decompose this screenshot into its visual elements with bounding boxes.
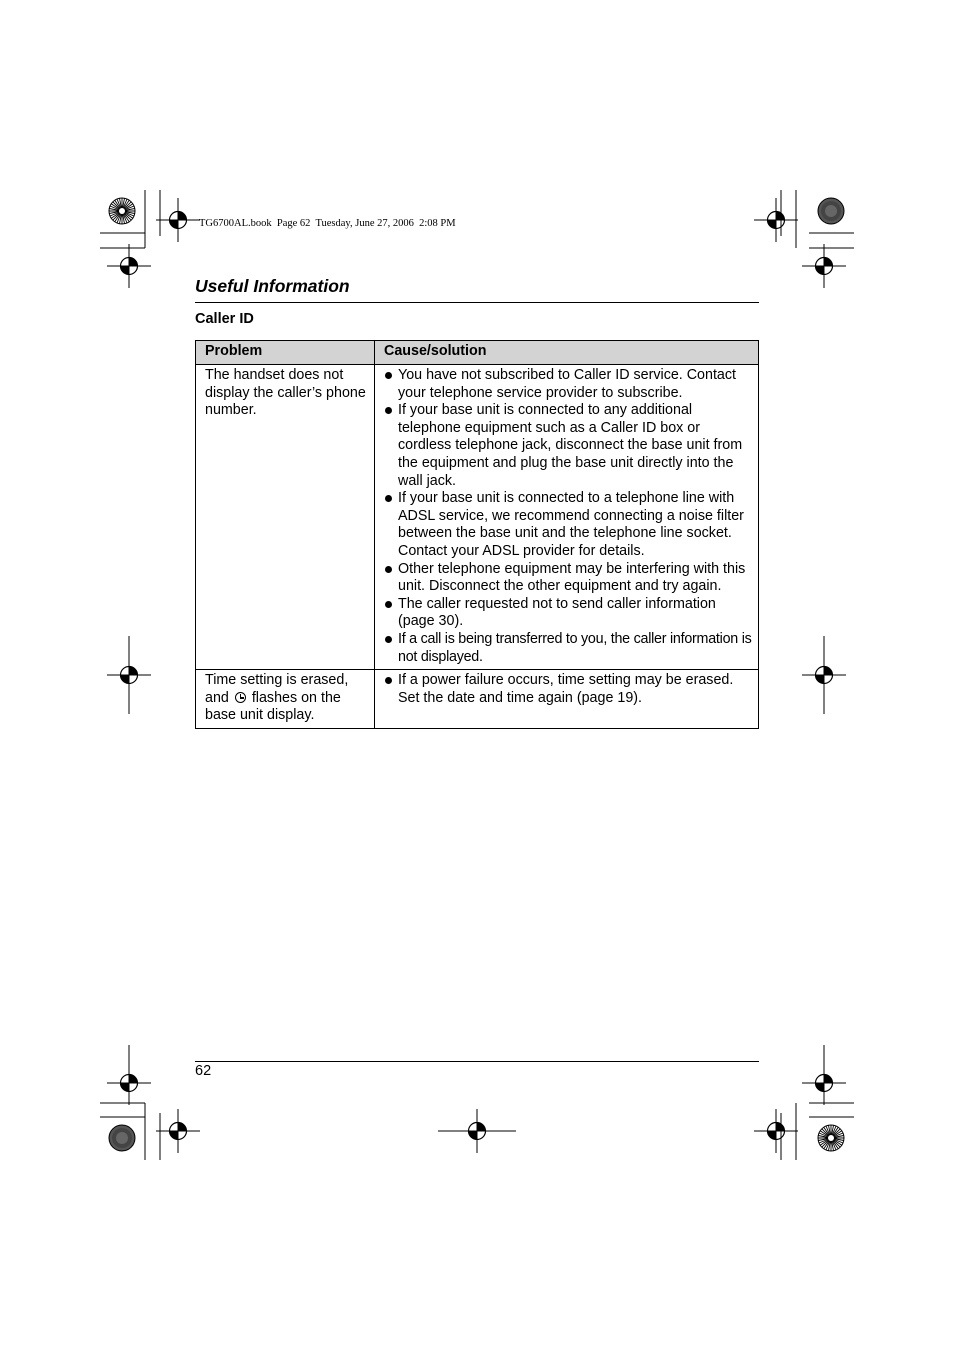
solution-cell bbox=[375, 670, 759, 729]
solution-item: If a call is being transferred to you, the caller information is not displayed. bbox=[384, 631, 752, 666]
solution-cell bbox=[375, 365, 759, 670]
solution-item: Other telephone equipment may be interfering with this unit. Disconnect the other equipment and try again. bbox=[384, 561, 752, 596]
subsection-title: Caller ID bbox=[195, 311, 254, 327]
clock-icon bbox=[235, 692, 246, 703]
solution-item: You have not subscribed to Caller ID service. Contact your telephone service provider to subscribe. bbox=[384, 367, 752, 402]
column-header-cause-solution: Cause/solution bbox=[375, 341, 759, 365]
solution-list bbox=[384, 367, 752, 666]
table-row bbox=[196, 670, 759, 729]
section-divider bbox=[195, 302, 759, 303]
solution-item: If a power failure occurs, time setting may be erased. Set the date and time again (page 19). bbox=[384, 672, 752, 707]
section-title: Useful Information bbox=[195, 276, 350, 296]
troubleshooting-table bbox=[195, 340, 759, 729]
problem-text-after-icon: flashes on the base unit display. bbox=[205, 689, 341, 724]
solution-item: The caller requested not to send caller information (page 30). bbox=[384, 596, 752, 631]
solution-item: If your base unit is connected to any additional telephone equipment such as a Caller ID box or cordless telephone jack, disconnect the base unit from the equipment and plug the base unit directly into the wall jack. bbox=[384, 402, 752, 490]
table-row bbox=[196, 365, 759, 670]
table-header-row bbox=[196, 341, 759, 365]
problem-text-before-icon: Time setting is erased, and bbox=[205, 672, 349, 706]
problem-cell: The handset does not display the caller’s phone number. bbox=[196, 365, 375, 670]
footer-divider bbox=[195, 1061, 759, 1062]
problem-cell bbox=[196, 670, 375, 729]
print-header: TG6700AL.book Page 62 Tuesday, June 27, 2006 2:08 PM bbox=[199, 218, 456, 229]
solution-list bbox=[384, 672, 752, 707]
column-header-problem: Problem bbox=[196, 341, 375, 365]
page-number: 62 bbox=[195, 1063, 212, 1079]
solution-item: If your base unit is connected to a telephone line with ADSL service, we recommend connecting a noise filter between the base unit and the telephone line socket. Contact your ADSL provider for details. bbox=[384, 490, 752, 560]
